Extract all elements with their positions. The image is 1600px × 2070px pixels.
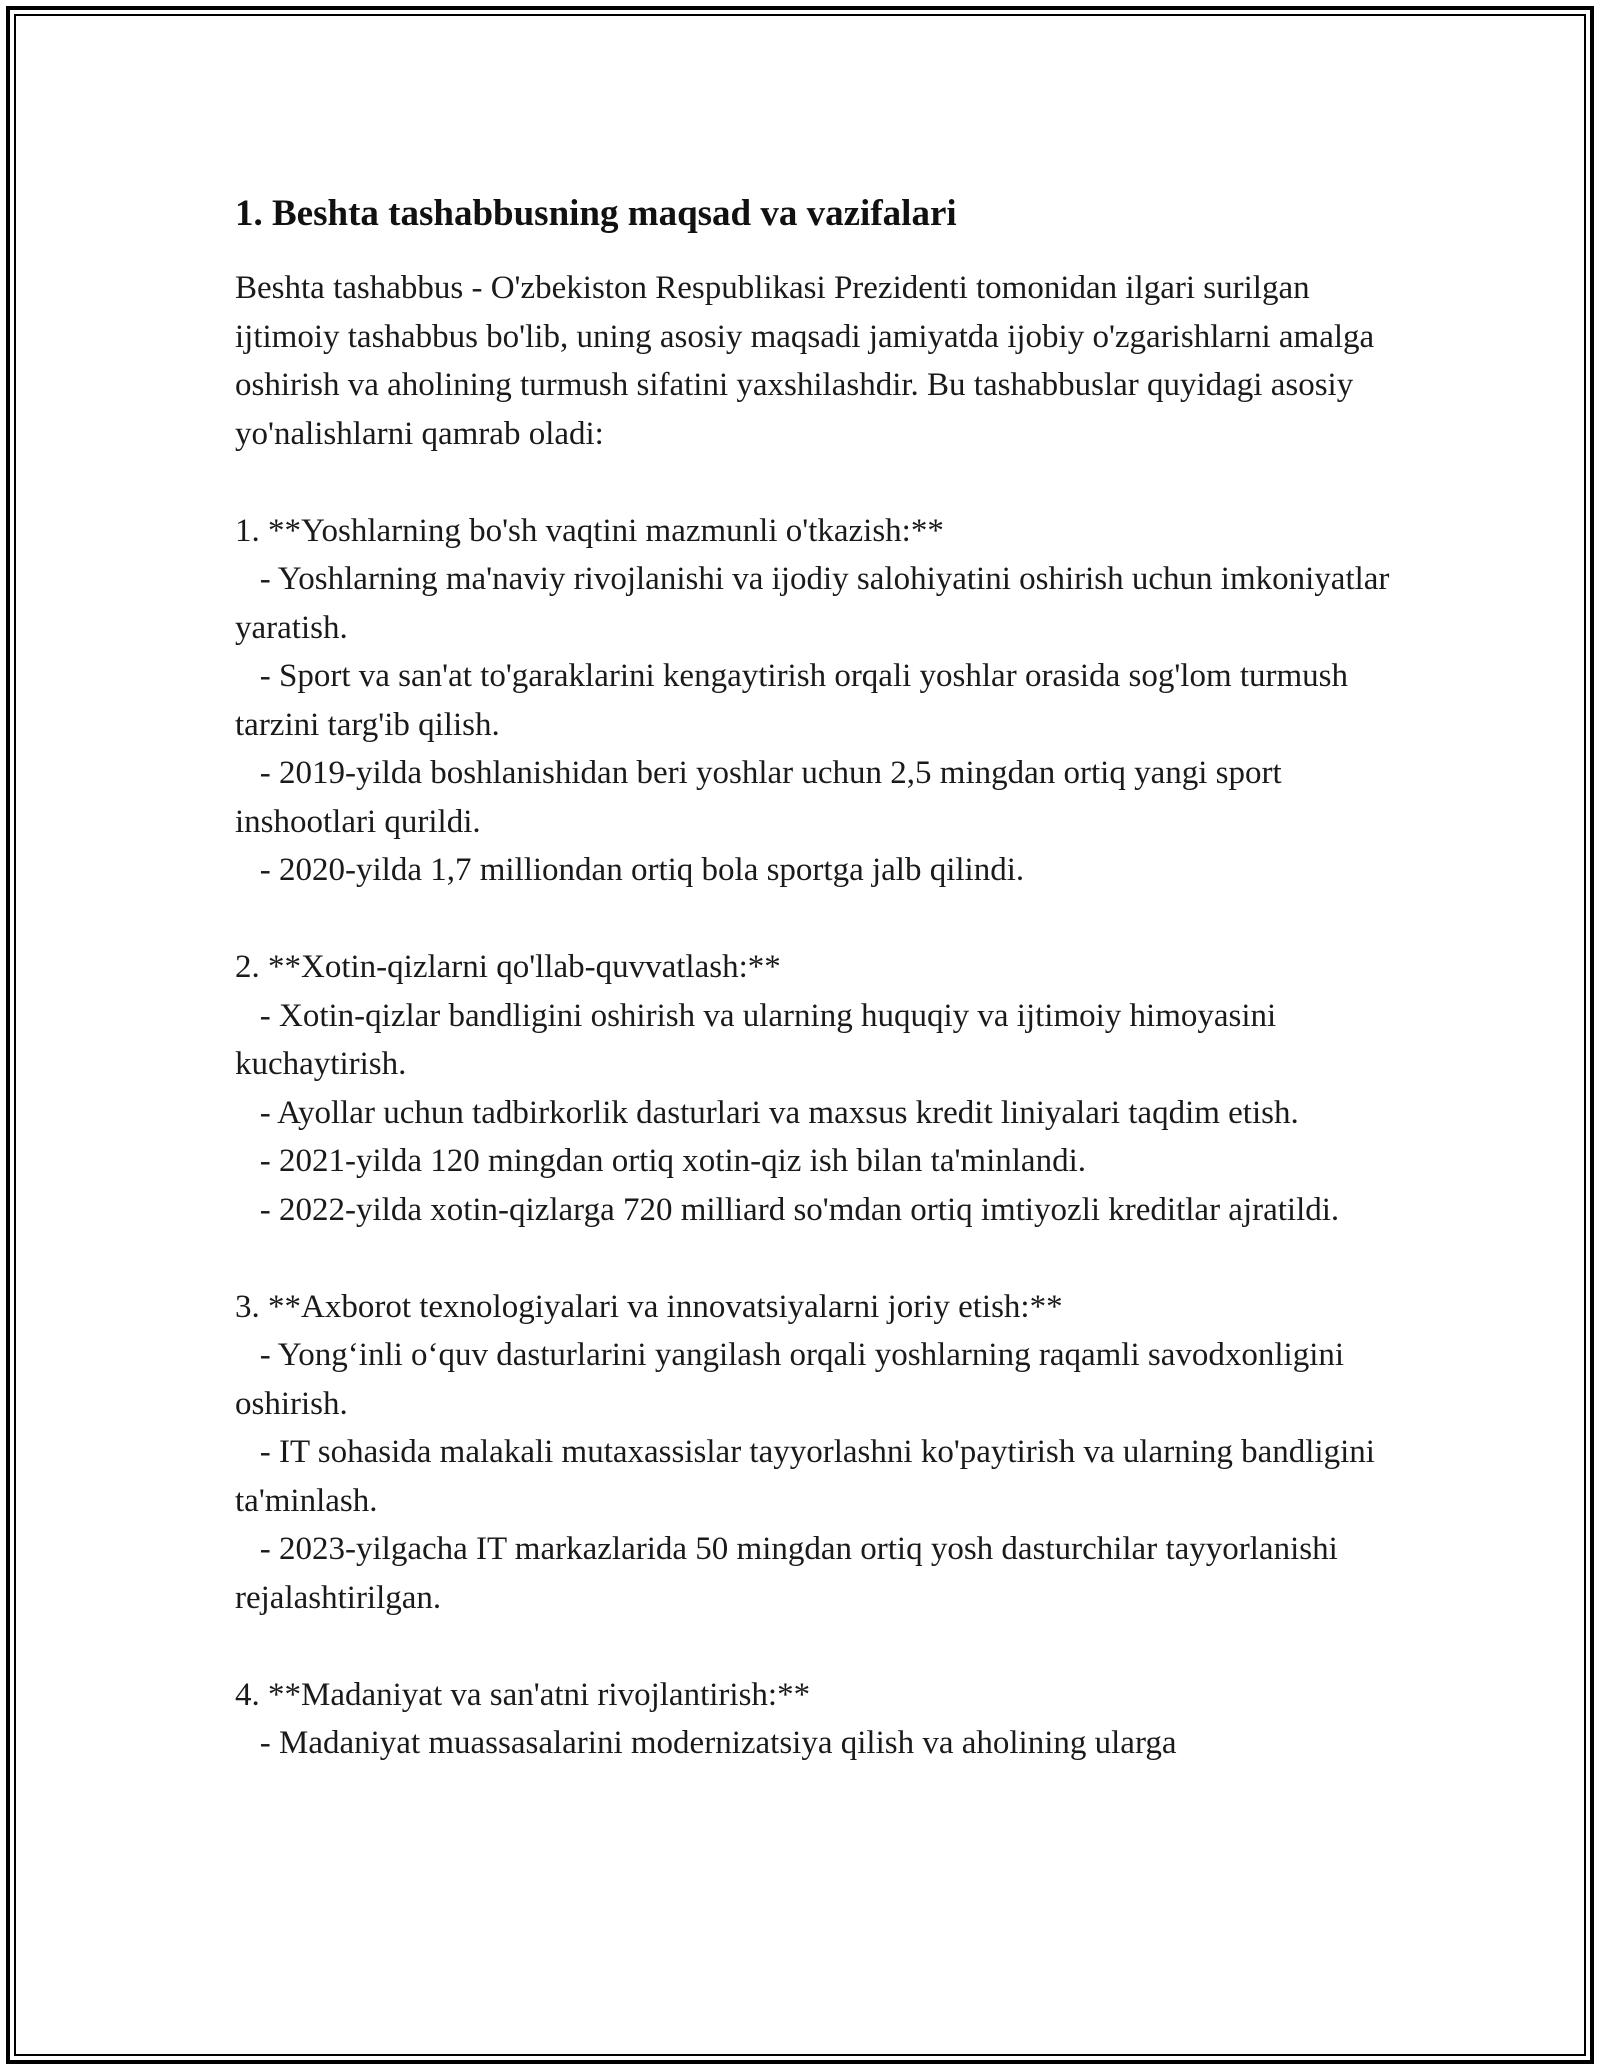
section-bullet: - Madaniyat muassasalarini modernizatsiya qilish va aholining ularga xyxy=(235,1725,1177,1761)
section-heading: 3. **Axborot texnologiyalari va innovatsiyalarni joriy etish:** xyxy=(235,1288,1063,1325)
section-bullet: - Ayollar uchun tadbirkorlik dasturlari va maxsus kredit liniyalari taqdim etish. xyxy=(235,1094,1299,1131)
section-3 xyxy=(235,1283,1395,1623)
section-heading: 2. **Xotin-qizlarni qo'llab-quvvatlash:** xyxy=(235,949,781,985)
section-bullet: - Yoshlarning ma'naviy rivojlanishi va ijodiy salohiyatini oshirish uchun imkoniyatlar yaratish. xyxy=(235,561,1398,646)
section-heading: 1. **Yoshlarning bo'sh vaqtini mazmunli o'tkazish:** xyxy=(235,512,944,549)
section-bullet: - 2019-yilda boshlanishidan beri yoshlar uchun 2,5 mingdan ortiq yangi sport inshootlari qurildi. xyxy=(235,755,1290,840)
intro-paragraph: Beshta tashabbus - O'zbekiston Respublikasi Prezidenti tomonidan ilgari surilgan ijtimoiy tashabbus bo'lib, uning asosiy maqsadi jamiyatda ijobiy o'zgarishlarni amalga oshirish va aholining turmush sifatini yaxshilashdir. Bu tashabbuslar quyidagi asosiy yo'nalishlarni qamrab oladi: xyxy=(235,270,1375,452)
section-2 xyxy=(235,943,1395,1234)
section-bullet: - IT sohasida malakali mutaxassislar tayyorlashni ko'paytirish va ularning bandligini ta'minlash. xyxy=(235,1434,1384,1519)
section-bullet: - 2022-yilda xotin-qizlarga 720 milliard so'mdan ortiq imtiyozli kreditlar ajratildi. xyxy=(235,1191,1340,1228)
document-body xyxy=(235,186,1398,1768)
section-bullet: - Xotin-qizlar bandligini oshirish va ularning huquqiy va ijtimoiy himoyasini kuchaytirish. xyxy=(235,997,1285,1082)
section-4 xyxy=(235,1671,1395,1768)
document-title: 1. Beshta tashabbusning maqsad va vazifalari xyxy=(235,193,957,234)
section-bullet: - 2021-yilda 120 mingdan ortiq xotin-qiz ish bilan ta'minlandi. xyxy=(235,1143,1086,1179)
section-bullet: - 2020-yilda 1,7 milliondan ortiq bola sportga jalb qilindi. xyxy=(235,852,1025,888)
section-bullet: - 2023-yilgacha IT markazlarida 50 mingdan ortiq yosh dasturchilar tayyorlanishi rejalashtirilgan. xyxy=(235,1531,1346,1616)
section-heading: 4. **Madaniyat va san'atni rivojlantirish:** xyxy=(235,1676,811,1713)
section-bullet: - Yong‘inli o‘quv dasturlarini yangilash orqali yoshlarning raqamli savodxonligini oshirish. xyxy=(235,1337,1353,1422)
section-1 xyxy=(235,507,1398,895)
section-bullet: - Sport va san'at to'garaklarini kengaytirish orqali yoshlar orasida sog'lom turmush tarzini targ'ib qilish. xyxy=(235,658,1357,743)
